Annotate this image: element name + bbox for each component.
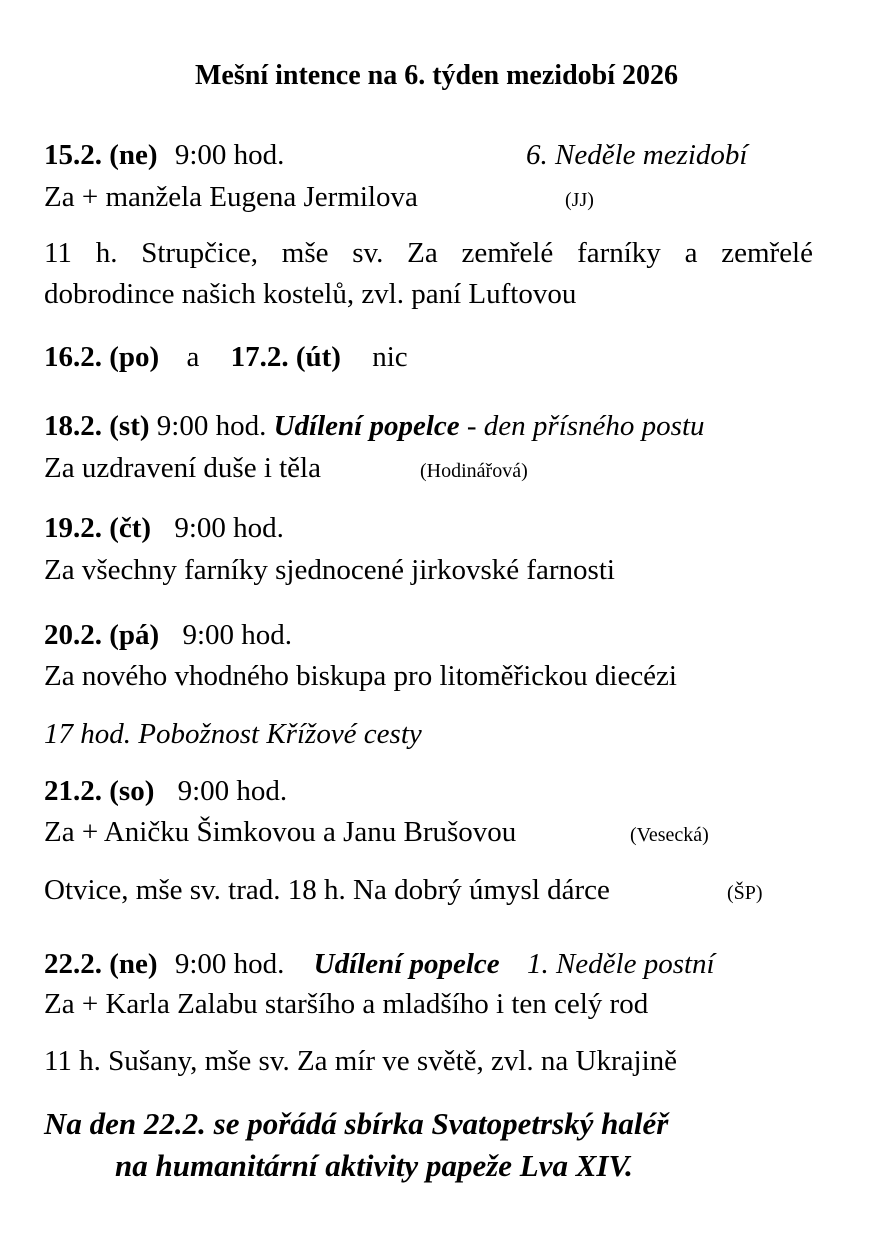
entry-19-header [44,514,284,543]
entry-time: 9:00 hod. [182,619,293,651]
otvice-line: Otvice, mše sv. trad. 18 h. Na dobrý úmysl dárce [44,874,610,906]
entry-15-intention: Za + manžela Eugena Jermilova [44,181,418,213]
entry-donor: (Hodinářová) [420,460,528,482]
footer-line-2: na humanitární aktivity papeže Lva XIV. [115,1148,633,1183]
entry-22-intention: Za + Karla Zalabu staršího a mladšího i ten celý rod [44,988,649,1020]
entry-liturgical-note: 1. Neděle postní [526,948,715,980]
entry-liturgical-note: den přísného postu [483,410,705,442]
entry-time: 9:00 hod. [174,512,284,544]
susany-line: 11 h. Sušany, mše sv. Za mír ve světě, zvl. na Ukrajině [44,1045,678,1077]
strupcice-line-2: dobrodince našich kostelů, zvl. paní Luftovou [44,278,577,310]
entry-16-17 [44,343,408,372]
entry-19-intention: Za všechny farníky sjednocené jirkovské farnosti [44,554,615,586]
entry-time: 9:00 hod. [174,948,285,980]
entry-date: 15.2. (ne) [44,139,158,171]
conjunction-text: a [186,341,200,373]
entry-date: 21.2. (so) [44,775,155,807]
entry-date: 16.2. (po) [44,341,160,373]
entry-time: 9:00 hod. [174,139,285,171]
entry-22-header [44,950,715,979]
entry-20-intention: Za nového vhodného biskupa pro litoměřickou diecézi [44,660,677,692]
entry-date: 18.2. (st) [44,410,150,442]
entry-15-header [44,141,284,170]
entry-donor: (ŠP) [727,882,763,904]
entry-text: nic [372,341,408,373]
entry-date: 19.2. (čt) [44,512,152,544]
entry-donor: (Vesecká) [630,824,709,846]
strupcice-line-1: 11 h. Strupčice, mše sv. Za zemřelé farníky a zemřelé [44,237,813,269]
entry-18-header [44,412,705,441]
entry-21-intention: Za + Aničku Šimkovou a Janu Brušovou [44,816,517,848]
footer-line-1: Na den 22.2. se pořádá sbírka Svatopetrský haléř [44,1106,669,1141]
entry-time: 9:00 hod. [156,410,267,442]
entry-dash: - [466,410,477,442]
entry-20-extra: 17 hod. Pobožnost Křížové cesty [44,718,422,750]
entry-20-header [44,621,292,650]
entry-event: Udílení popelce [273,410,460,442]
entry-event: Udílení popelce [313,948,500,980]
entry-21-header [44,777,287,806]
entry-date: 17.2. (út) [230,341,341,373]
page-title: Mešní intence na 6. týden mezidobí 2026 [195,60,678,91]
entry-18-intention: Za uzdravení duše i těla [44,452,321,484]
entry-date: 20.2. (pá) [44,619,160,651]
entry-liturgical-note: 6. Neděle mezidobí [526,139,748,171]
entry-time: 9:00 hod. [177,775,288,807]
entry-date: 22.2. (ne) [44,948,158,980]
entry-donor: (JJ) [565,189,594,211]
